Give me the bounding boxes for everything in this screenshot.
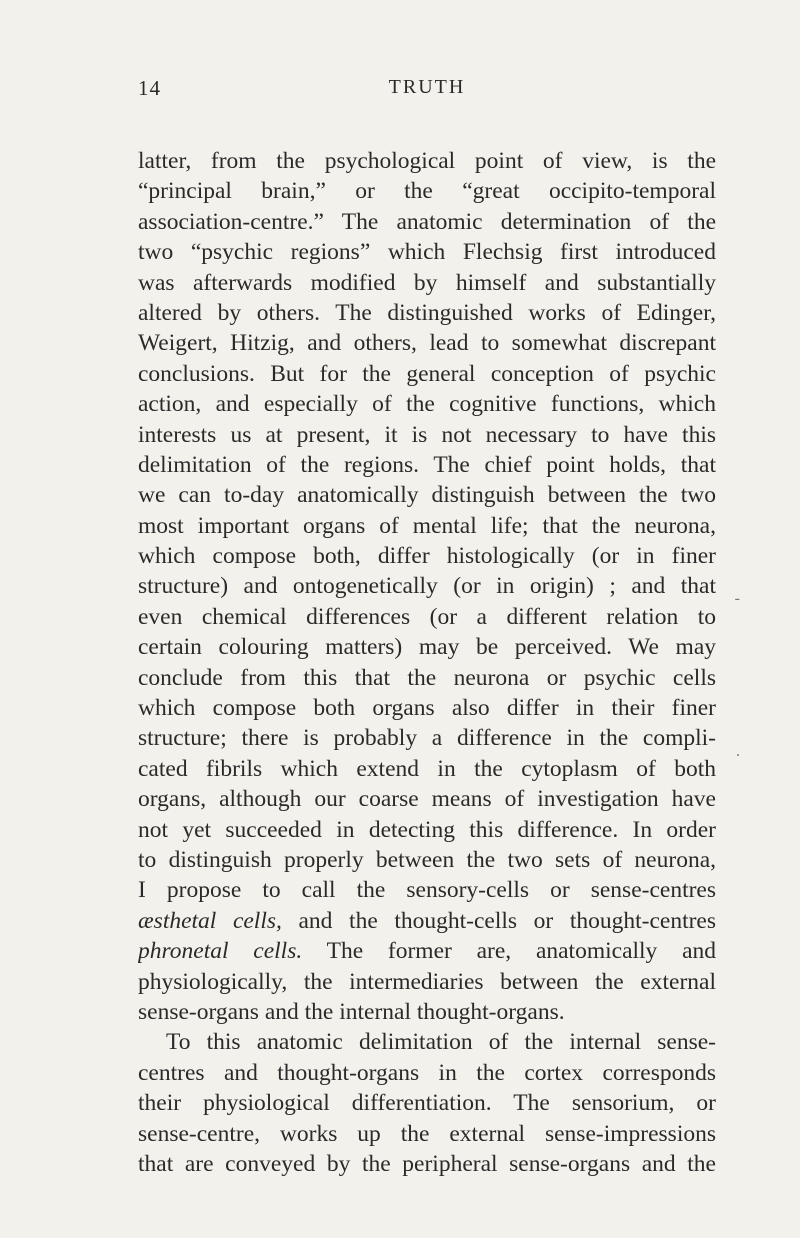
text-line: physiologically, the intermediaries between the external	[138, 968, 716, 995]
text-line: which compose both organs also differ in their finer	[138, 695, 716, 722]
text-line: not yet succeeded in detecting this difference. In order	[138, 816, 716, 843]
text-line: to distinguish properly between the two sets of neurona,	[138, 846, 716, 873]
text-line: most important organs of mental life; that the neurona,	[138, 512, 716, 539]
text-line-with-italic	[138, 936, 716, 966]
margin-mark: .	[736, 743, 740, 760]
text-line: structure; there is probably a difference in the compli-	[138, 725, 716, 752]
text-line: even chemical differences (or a different relation to	[138, 603, 716, 630]
text-line: Weigert, Hitzig, and others, lead to somewhat discrepant	[138, 330, 716, 357]
text-line: I propose to call the sensory-cells or sense-centres	[138, 877, 716, 904]
text-line: sense-organs and the internal thought-organs.	[138, 998, 565, 1025]
text-line: sense-centre, works up the external sense-impressions	[138, 1120, 716, 1147]
text-segment: and the thought-cells or thought-centres	[298, 907, 716, 934]
text-line: cated fibrils which extend in the cytoplasm of both	[138, 755, 716, 782]
italic-term-aesthetal: æsthetal cells,	[138, 907, 282, 934]
text-line: was afterwards modified by himself and substantially	[138, 269, 716, 296]
text-line: which compose both, differ histologically (or in finer	[138, 543, 716, 570]
text-line-with-italic	[138, 906, 716, 936]
text-line: conclude from this that the neurona or psychic cells	[138, 664, 716, 691]
text-line: To this anatomic delimitation of the internal sense-	[166, 1029, 716, 1056]
text-line: delimitation of the regions. The chief point holds, that	[138, 451, 716, 478]
text-line: action, and especially of the cognitive functions, which	[138, 391, 716, 418]
text-line: interests us at present, it is not necessary to have this	[138, 421, 716, 448]
text-line: we can to-day anatomically distinguish between the two	[138, 482, 716, 509]
text-line: centres and thought-organs in the cortex corresponds	[138, 1059, 716, 1086]
text-line: two “psychic regions” which Flechsig first introduced	[138, 239, 716, 266]
running-title: TRUTH	[388, 76, 466, 98]
italic-term-phronetal: phronetal cells.	[138, 938, 303, 965]
text-segment: The former are, anatomically and	[326, 938, 716, 965]
text-line: structure) and ontogenetically (or in origin) ; and that	[138, 573, 716, 600]
page-number: 14	[138, 76, 161, 100]
text-line: “principal brain,” or the “great occipito-temporal	[138, 178, 716, 205]
body-text	[138, 146, 716, 1179]
text-line: organs, although our coarse means of investigation have	[138, 786, 716, 813]
text-line: latter, from the psychological point of view, is the	[138, 148, 716, 174]
text-line: that are conveyed by the peripheral sense-organs and the	[138, 1150, 716, 1177]
text-line: conclusions. But for the general conception of psychic	[138, 360, 716, 387]
running-head	[138, 76, 716, 106]
text-line: altered by others. The distinguished works of Edinger,	[138, 299, 716, 326]
text-line: certain colouring matters) may be perceived. We may	[138, 634, 716, 661]
text-line: association-centre.” The anatomic determination of the	[138, 208, 716, 235]
margin-mark: -	[734, 590, 740, 607]
text-line: their physiological differentiation. The sensorium, or	[138, 1090, 716, 1117]
